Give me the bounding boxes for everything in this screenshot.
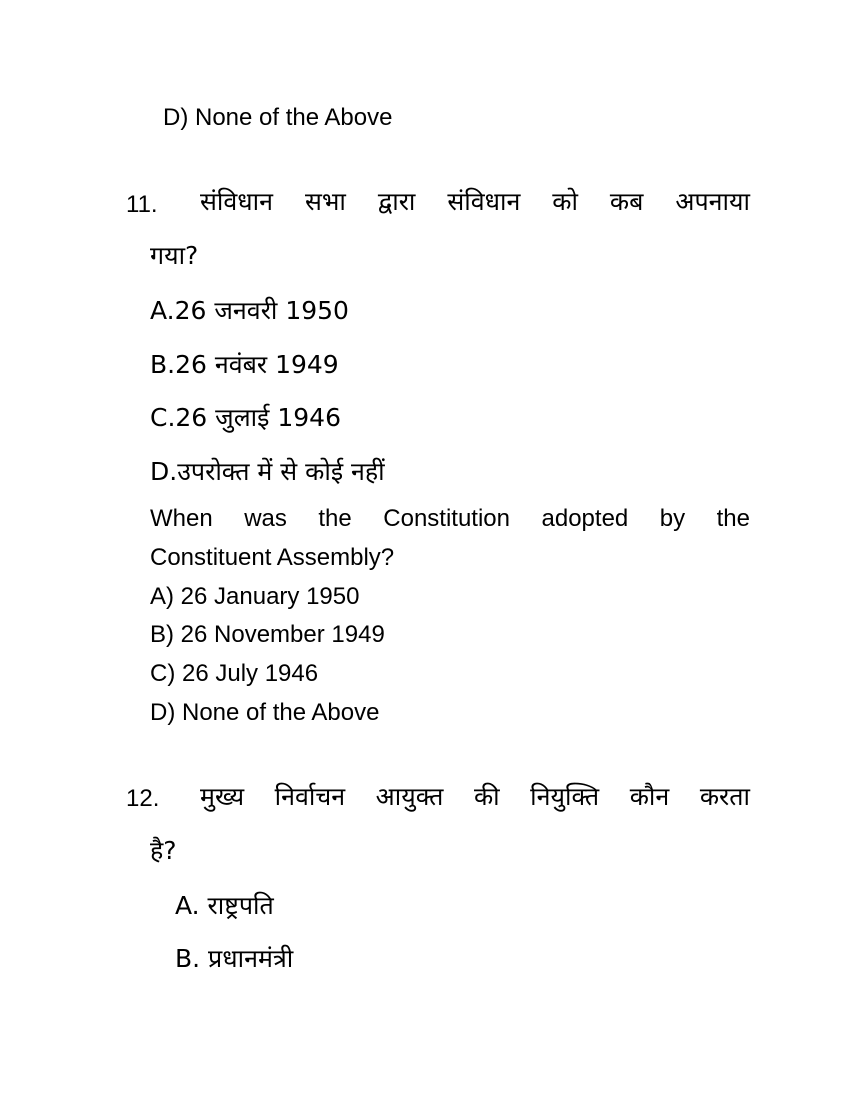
q11-hindi-question-line2: गया? <box>150 241 199 270</box>
q11-english-question-line2: Constituent Assembly? <box>150 544 395 571</box>
q11-hindi-question-line1: संविधान सभा द्वारा संविधान को कब अपनाया <box>200 187 750 216</box>
q12-number: 12. <box>126 785 160 812</box>
q11-hindi-option-a: A.26 जनवरी 1950 <box>150 296 349 325</box>
q11-english-option-a: A) 26 January 1950 <box>150 583 360 610</box>
prev-option-d: D) None of the Above <box>163 104 393 131</box>
q11-english-option-b: B) 26 November 1949 <box>150 621 385 648</box>
q11-hindi-option-d: D.उपरोक्त में से कोई नहीं <box>150 457 385 486</box>
q12-hindi-question-line2: है? <box>150 836 177 865</box>
q11-hindi-option-c: C.26 जुलाई 1946 <box>150 403 341 432</box>
q11-hindi-option-b: B.26 नवंबर 1949 <box>150 350 339 379</box>
q12-hindi-question-line1: मुख्य निर्वाचन आयुक्त की नियुक्ति कौन करता <box>200 782 750 811</box>
q12-hindi-option-a: A. राष्ट्रपति <box>175 891 274 920</box>
q12-hindi-option-b: B. प्रधानमंत्री <box>175 944 294 973</box>
q11-number: 11. <box>126 191 158 218</box>
q11-english-question-line1: When was the Constitution adopted by the <box>150 505 750 532</box>
q11-english-option-d: D) None of the Above <box>150 699 380 726</box>
q11-english-option-c: C) 26 July 1946 <box>150 660 319 687</box>
